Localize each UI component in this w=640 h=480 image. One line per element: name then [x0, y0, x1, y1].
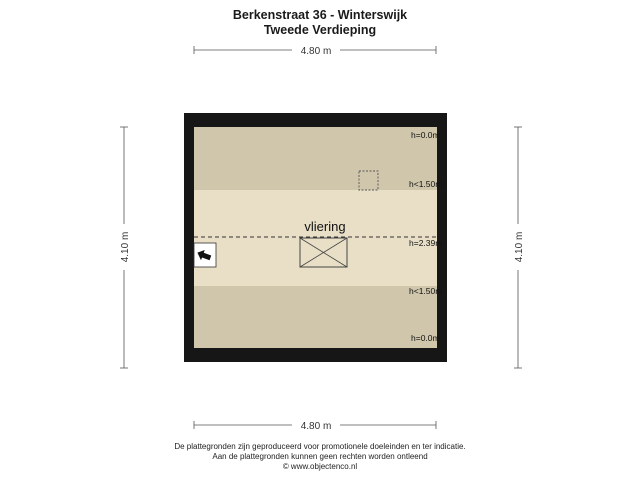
disclaimer-line-2: Aan de plattegronden kunnen geen rechten worden ontleend — [212, 452, 428, 461]
stairs-icon — [194, 243, 216, 267]
copyright-link[interactable]: © www.objectenco.nl — [282, 462, 358, 471]
height-label-bottom-slope: h<1.50m — [409, 286, 443, 296]
dimension-right — [512, 127, 525, 368]
height-label-bottom-edge: h=0.0m — [411, 333, 440, 343]
plan-title-address: Berkenstraat 36 - Winterswijk — [232, 8, 408, 22]
dimension-top-label: 4.80 m — [300, 46, 332, 57]
plan-title-floor: Tweede Verdieping — [263, 23, 377, 37]
dimension-right-label: 4.10 m — [514, 231, 525, 263]
room-label: vliering — [304, 219, 346, 234]
height-label-top-slope: h<1.50m — [409, 179, 443, 189]
height-label-top-edge: h=0.0m — [411, 130, 440, 140]
dimension-bottom-label: 4.80 m — [300, 421, 332, 432]
low-ceiling-zone-bottom — [194, 286, 437, 348]
dimension-left — [118, 127, 131, 368]
dimension-top — [194, 44, 436, 57]
dimension-left-label: 4.10 m — [120, 231, 131, 263]
height-label-ridge: h=2.39m — [409, 238, 443, 248]
dimension-bottom — [194, 419, 436, 432]
low-ceiling-zone-top — [194, 127, 437, 190]
disclaimer-line-1: De plattegronden zijn geproduceerd voor promotionele doeleinden en ter indicatie. — [174, 442, 466, 451]
